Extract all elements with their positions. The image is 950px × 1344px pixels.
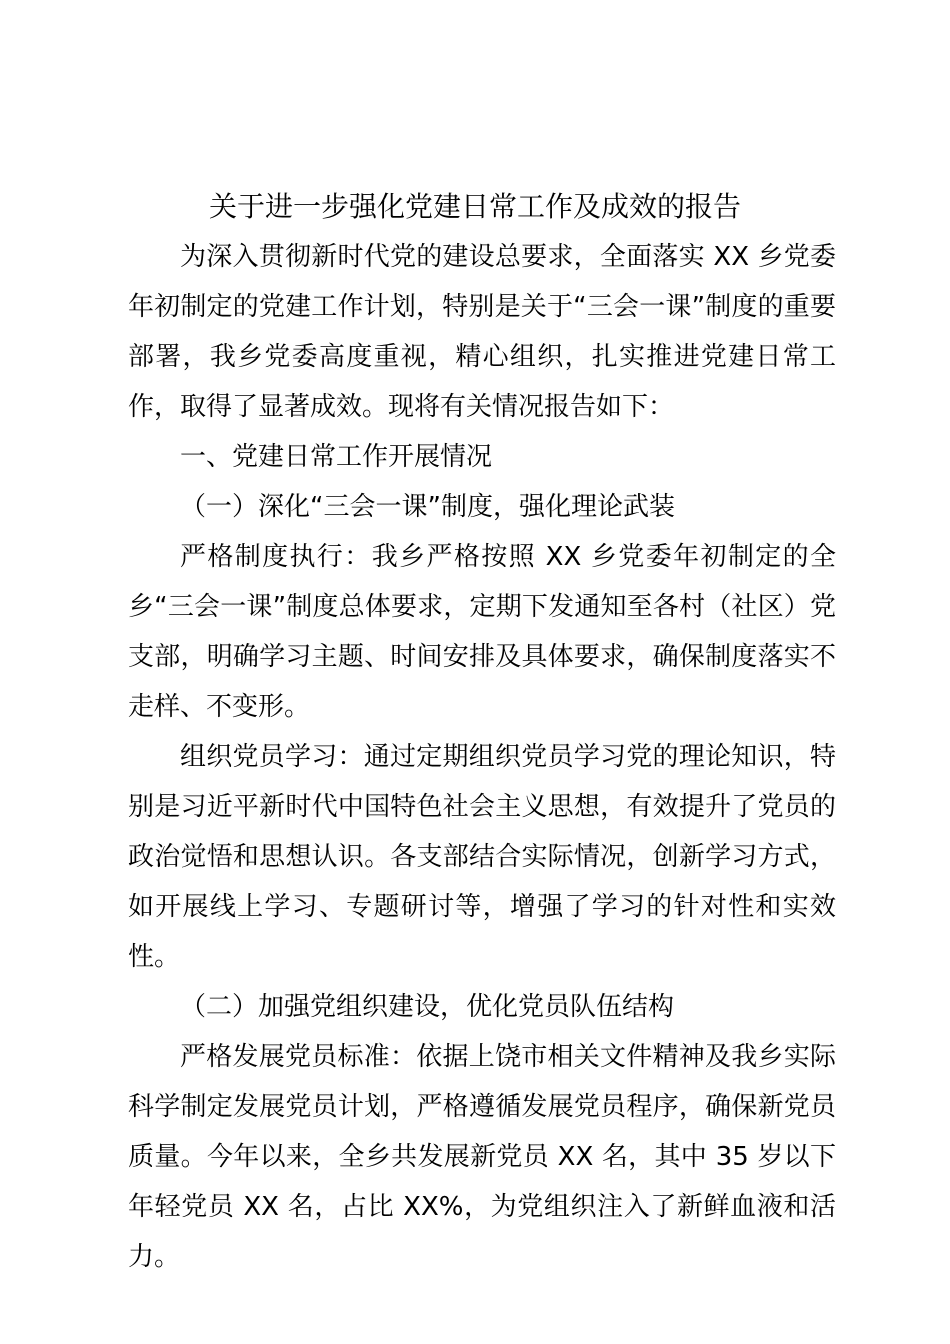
- document-body: [128, 232, 836, 1282]
- paragraph-intro: 为深入贯彻新时代党的建设总要求，全面落实 XX 乡党委年初制定的党建工作计划，特别是关于“三会一课”制度的重要部署，我乡党委高度重视，精心组织，扎实推进党建日常工作，取得了显著成效。现将有关情况报告如下：: [128, 242, 836, 422]
- paragraph-member-study: 组织党员学习：通过定期组织党员学习党的理论知识，特别是习近平新时代中国特色社会主义思想，有效提升了党员的政治觉悟和思想认识。各支部结合实际情况，创新学习方式，如开展线上学习、专题研讨等，增强了学习的针对性和实效性。: [128, 742, 836, 972]
- document-title: 关于进一步强化党建日常工作及成效的报告: [208, 190, 741, 223]
- paragraph-system-execution: 严格制度执行：我乡严格按照 XX 乡党委年初制定的全乡“三会一课”制度总体要求，定期下发通知至各村（社区）党支部，明确学习主题、时间安排及具体要求，确保制度落实不走样、不变形。: [128, 542, 836, 722]
- subsection-heading-2: （二）加强党组织建设，优化党员队伍结构: [180, 992, 675, 1022]
- section-heading-1: 一、党建日常工作开展情况: [180, 442, 493, 472]
- subsection-heading-1: （一）深化“三会一课”制度，强化理论武装: [180, 492, 675, 522]
- paragraph-member-development: 严格发展党员标准：依据上饶市相关文件精神及我乡实际科学制定发展党员计划，严格遵循发展党员程序，确保新党员质量。今年以来，全乡共发展新党员 XX 名，其中 35 岁以下年轻党员 XX 名，占比 XX%，为党组织注入了新鲜血液和活力。: [128, 1042, 836, 1272]
